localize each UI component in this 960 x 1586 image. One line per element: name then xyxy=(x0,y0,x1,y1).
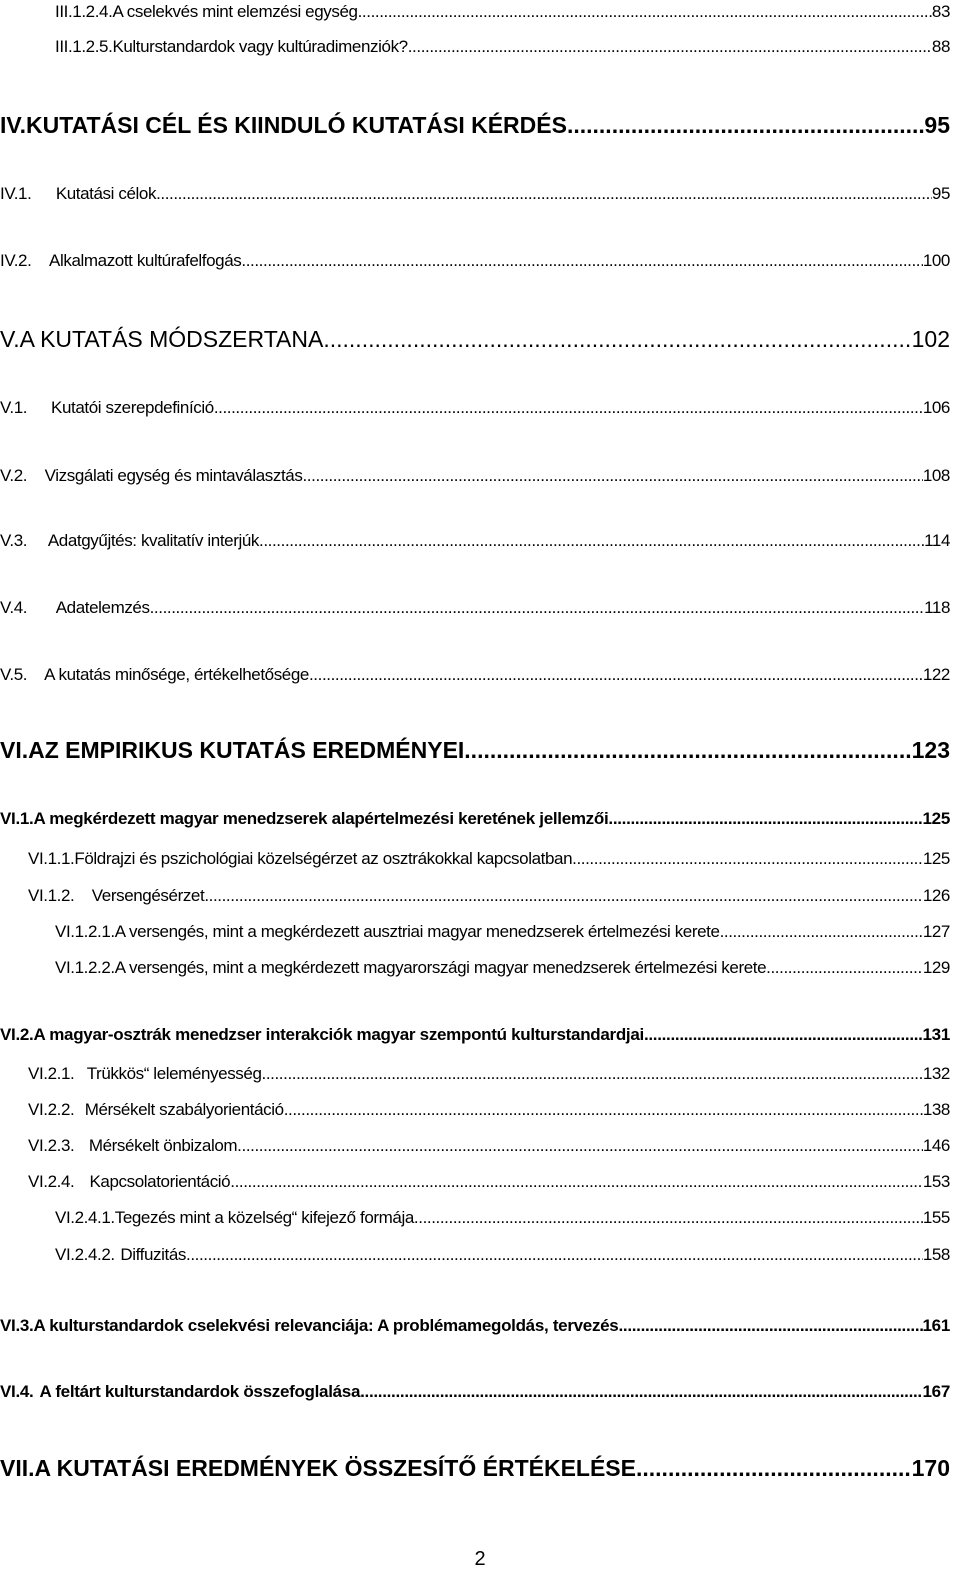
toc-entry-V-2[interactable] xyxy=(0,466,960,486)
dot-leader xyxy=(358,2,932,22)
toc-title: Mérsékelt szabályorientáció xyxy=(84,1100,284,1119)
toc-page: 118 xyxy=(924,598,950,617)
toc-entry-VII[interactable] xyxy=(0,1455,960,1482)
toc-entry-VI-1-2[interactable] xyxy=(0,886,960,906)
toc-page: 102 xyxy=(911,326,950,352)
toc-entry-VI-2[interactable] xyxy=(0,1025,960,1045)
toc-title: Tegezés mint a közelség“ kifejező formája xyxy=(114,1208,414,1227)
dot-leader xyxy=(214,398,923,418)
toc-entry-III-1-2-5[interactable] xyxy=(0,37,960,57)
toc-page: 125 xyxy=(922,809,950,828)
toc-page: 167 xyxy=(922,1382,950,1401)
toc-page: 155 xyxy=(922,1208,950,1227)
toc-page: 170 xyxy=(911,1455,950,1481)
dot-leader xyxy=(408,37,932,57)
toc-entry-V[interactable] xyxy=(0,326,960,353)
toc-entry-VI[interactable] xyxy=(0,737,960,764)
toc-page: 125 xyxy=(922,849,950,868)
toc-number: VI.4. xyxy=(0,1382,34,1401)
toc-number: VI.2.3. xyxy=(28,1136,75,1155)
toc-page: 158 xyxy=(922,1245,950,1264)
dot-leader xyxy=(156,184,932,204)
toc-title: Kapcsolatorientáció xyxy=(89,1172,231,1191)
toc-number: V.5. xyxy=(0,665,28,684)
toc-number: V. xyxy=(0,326,20,352)
toc-page: 127 xyxy=(922,922,950,941)
toc-entry-VI-2-3[interactable] xyxy=(0,1136,960,1156)
toc-title: A kulturstandardok cselekvési relevanciája: A problémamegoldás, tervezés xyxy=(33,1316,619,1335)
toc-number: VI.2.4. xyxy=(28,1172,75,1191)
toc-number: V.4. xyxy=(0,598,28,617)
toc-page: 108 xyxy=(922,466,950,485)
dot-leader xyxy=(237,1136,923,1156)
toc-page: 83 xyxy=(931,2,950,21)
toc-title: Alkalmazott kultúrafelfogás xyxy=(49,251,242,270)
toc-entry-V-4[interactable] xyxy=(0,598,960,618)
toc-number: IV.2. xyxy=(0,251,32,270)
toc-title: Kulturstandardok vagy kultúradimenziók? xyxy=(112,37,408,56)
toc-title: Trükkös“ leleményesség xyxy=(86,1064,262,1083)
toc-title: Diffuzitás xyxy=(120,1245,187,1264)
dot-leader xyxy=(618,1316,922,1336)
toc-page: 95 xyxy=(924,112,950,138)
toc-title: Adatelemzés xyxy=(55,598,150,617)
toc-number: III.1.2.5. xyxy=(55,37,113,56)
toc-entry-VI-1-1[interactable] xyxy=(0,849,960,869)
toc-title: A KUTATÁS MÓDSZERTANA xyxy=(19,326,324,352)
toc-number: V.3. xyxy=(0,531,28,550)
toc-title: Mérsékelt önbizalom xyxy=(88,1136,238,1155)
toc-entry-VI-1-2-1[interactable] xyxy=(0,922,960,942)
toc-title: A feltárt kulturstandardok összefoglalása xyxy=(39,1382,361,1401)
dot-leader xyxy=(302,466,922,486)
toc-title: Földrajzi és pszichológiai közelségérzet az osztrákokkal kapcsolatban xyxy=(74,849,573,868)
dot-leader xyxy=(572,849,923,869)
toc-title: Versengésérzet xyxy=(91,886,205,905)
dot-leader xyxy=(636,1455,912,1482)
toc-entry-III-1-2-4[interactable] xyxy=(0,2,960,22)
dot-leader xyxy=(323,326,911,353)
toc-entry-VI-1-2-2[interactable] xyxy=(0,958,960,978)
toc-number: IV. xyxy=(0,112,27,138)
toc-number: VI.2.4.1. xyxy=(55,1208,115,1227)
toc-number: IV.1. xyxy=(0,184,32,203)
dot-leader xyxy=(414,1208,923,1228)
toc-title: Adatgyűjtés: kvalitatív interjúk xyxy=(47,531,259,550)
toc-number: V.2. xyxy=(0,466,28,485)
toc-number: VI.2.2. xyxy=(28,1100,75,1119)
toc-entry-VI-2-4-2[interactable] xyxy=(0,1245,960,1265)
toc-entry-V-5[interactable] xyxy=(0,665,960,685)
toc-page: 88 xyxy=(931,37,950,56)
toc-title: KUTATÁSI CÉL ÉS KIINDULÓ KUTATÁSI KÉRDÉS xyxy=(26,112,567,138)
toc-title: A versengés, mint a megkérdezett ausztriai magyar menedzserek értelmezési kerete xyxy=(114,922,720,941)
toc-number: VI.2.4.2. xyxy=(55,1245,115,1264)
toc-page: 123 xyxy=(911,737,950,763)
toc-entry-V-3[interactable] xyxy=(0,531,960,551)
dot-leader xyxy=(204,886,923,906)
toc-title: Kutatói szerepdefiníció xyxy=(51,398,214,417)
toc-entry-VI-1[interactable] xyxy=(0,809,960,829)
toc-title: A megkérdezett magyar menedzserek alapértelmezési keretének jellemzői xyxy=(33,809,609,828)
toc-page: 126 xyxy=(922,886,950,905)
toc-title: AZ EMPIRIKUS KUTATÁS EREDMÉNYEI xyxy=(28,737,465,763)
toc-number: VI.2. xyxy=(0,1025,34,1044)
toc-page: 114 xyxy=(924,531,950,550)
toc-title: Vizsgálati egység és mintaválasztás xyxy=(44,466,303,485)
dot-leader xyxy=(567,112,924,139)
toc-page: 95 xyxy=(931,184,950,203)
toc-page: 146 xyxy=(922,1136,950,1155)
toc-number: VI.1.2.2. xyxy=(55,958,115,977)
toc-page: 100 xyxy=(922,251,950,270)
dot-leader xyxy=(150,598,925,618)
dot-leader xyxy=(360,1382,922,1402)
toc-number: VI.3. xyxy=(0,1316,34,1335)
toc-number: VI.1.2.1. xyxy=(55,922,115,941)
toc-entry-VI-4[interactable] xyxy=(0,1382,960,1402)
toc-page: 129 xyxy=(922,958,950,977)
dot-leader xyxy=(186,1245,923,1265)
dot-leader xyxy=(259,531,924,551)
toc-title: Kutatási célok xyxy=(55,184,157,203)
toc-title: A cselekvés mint elemzési egység xyxy=(112,2,358,21)
toc-number: V.1. xyxy=(0,398,28,417)
toc-page: 106 xyxy=(922,398,950,417)
toc-entry-IV[interactable] xyxy=(0,112,960,139)
toc-number: III.1.2.4. xyxy=(55,2,113,21)
page-number: 2 xyxy=(474,1548,486,1570)
dot-leader xyxy=(464,737,911,764)
dot-leader xyxy=(241,251,922,271)
toc-number: VI.1.1. xyxy=(28,849,75,868)
toc-entry-VI-2-1[interactable] xyxy=(0,1064,960,1084)
toc-page: 132 xyxy=(922,1064,950,1083)
toc-entry-VI-3[interactable] xyxy=(0,1316,960,1336)
toc-page: 138 xyxy=(922,1100,950,1119)
toc-title: A KUTATÁSI EREDMÉNYEK ÖSSZESÍTŐ ÉRTÉKELÉSE xyxy=(34,1455,636,1481)
toc-entry-IV-2[interactable] xyxy=(0,251,960,271)
dot-leader xyxy=(262,1064,923,1084)
toc-entry-IV-1[interactable] xyxy=(0,184,960,204)
toc-number: VI.2.1. xyxy=(28,1064,75,1083)
toc-entry-V-1[interactable] xyxy=(0,398,960,418)
toc-entry-VI-2-4-1[interactable] xyxy=(0,1208,960,1228)
dot-leader xyxy=(644,1025,923,1045)
toc-number: VI.1.2. xyxy=(28,886,75,905)
toc-title: A magyar-osztrák menedzser interakciók magyar szempontú kulturstandardjai xyxy=(33,1025,644,1044)
toc-page: 131 xyxy=(922,1025,950,1044)
toc-entry-VI-2-2[interactable] xyxy=(0,1100,960,1120)
toc-title: A kutatás minősége, értékelhetősége xyxy=(44,665,309,684)
toc-entry-VI-2-4[interactable] xyxy=(0,1172,960,1192)
toc-page: 153 xyxy=(922,1172,950,1191)
toc-page: 122 xyxy=(922,665,950,684)
dot-leader xyxy=(230,1172,923,1192)
dot-leader xyxy=(720,922,923,942)
dot-leader xyxy=(284,1100,923,1120)
toc-number: VII. xyxy=(0,1455,35,1481)
toc-number: VI.1. xyxy=(0,809,34,828)
toc-title: A versengés, mint a megkérdezett magyarországi magyar menedzserek értelmezési kerete xyxy=(114,958,767,977)
toc-number: VI. xyxy=(0,737,29,763)
dot-leader xyxy=(608,809,922,829)
dot-leader xyxy=(309,665,923,685)
toc-page: 161 xyxy=(922,1316,950,1335)
dot-leader xyxy=(766,958,923,978)
